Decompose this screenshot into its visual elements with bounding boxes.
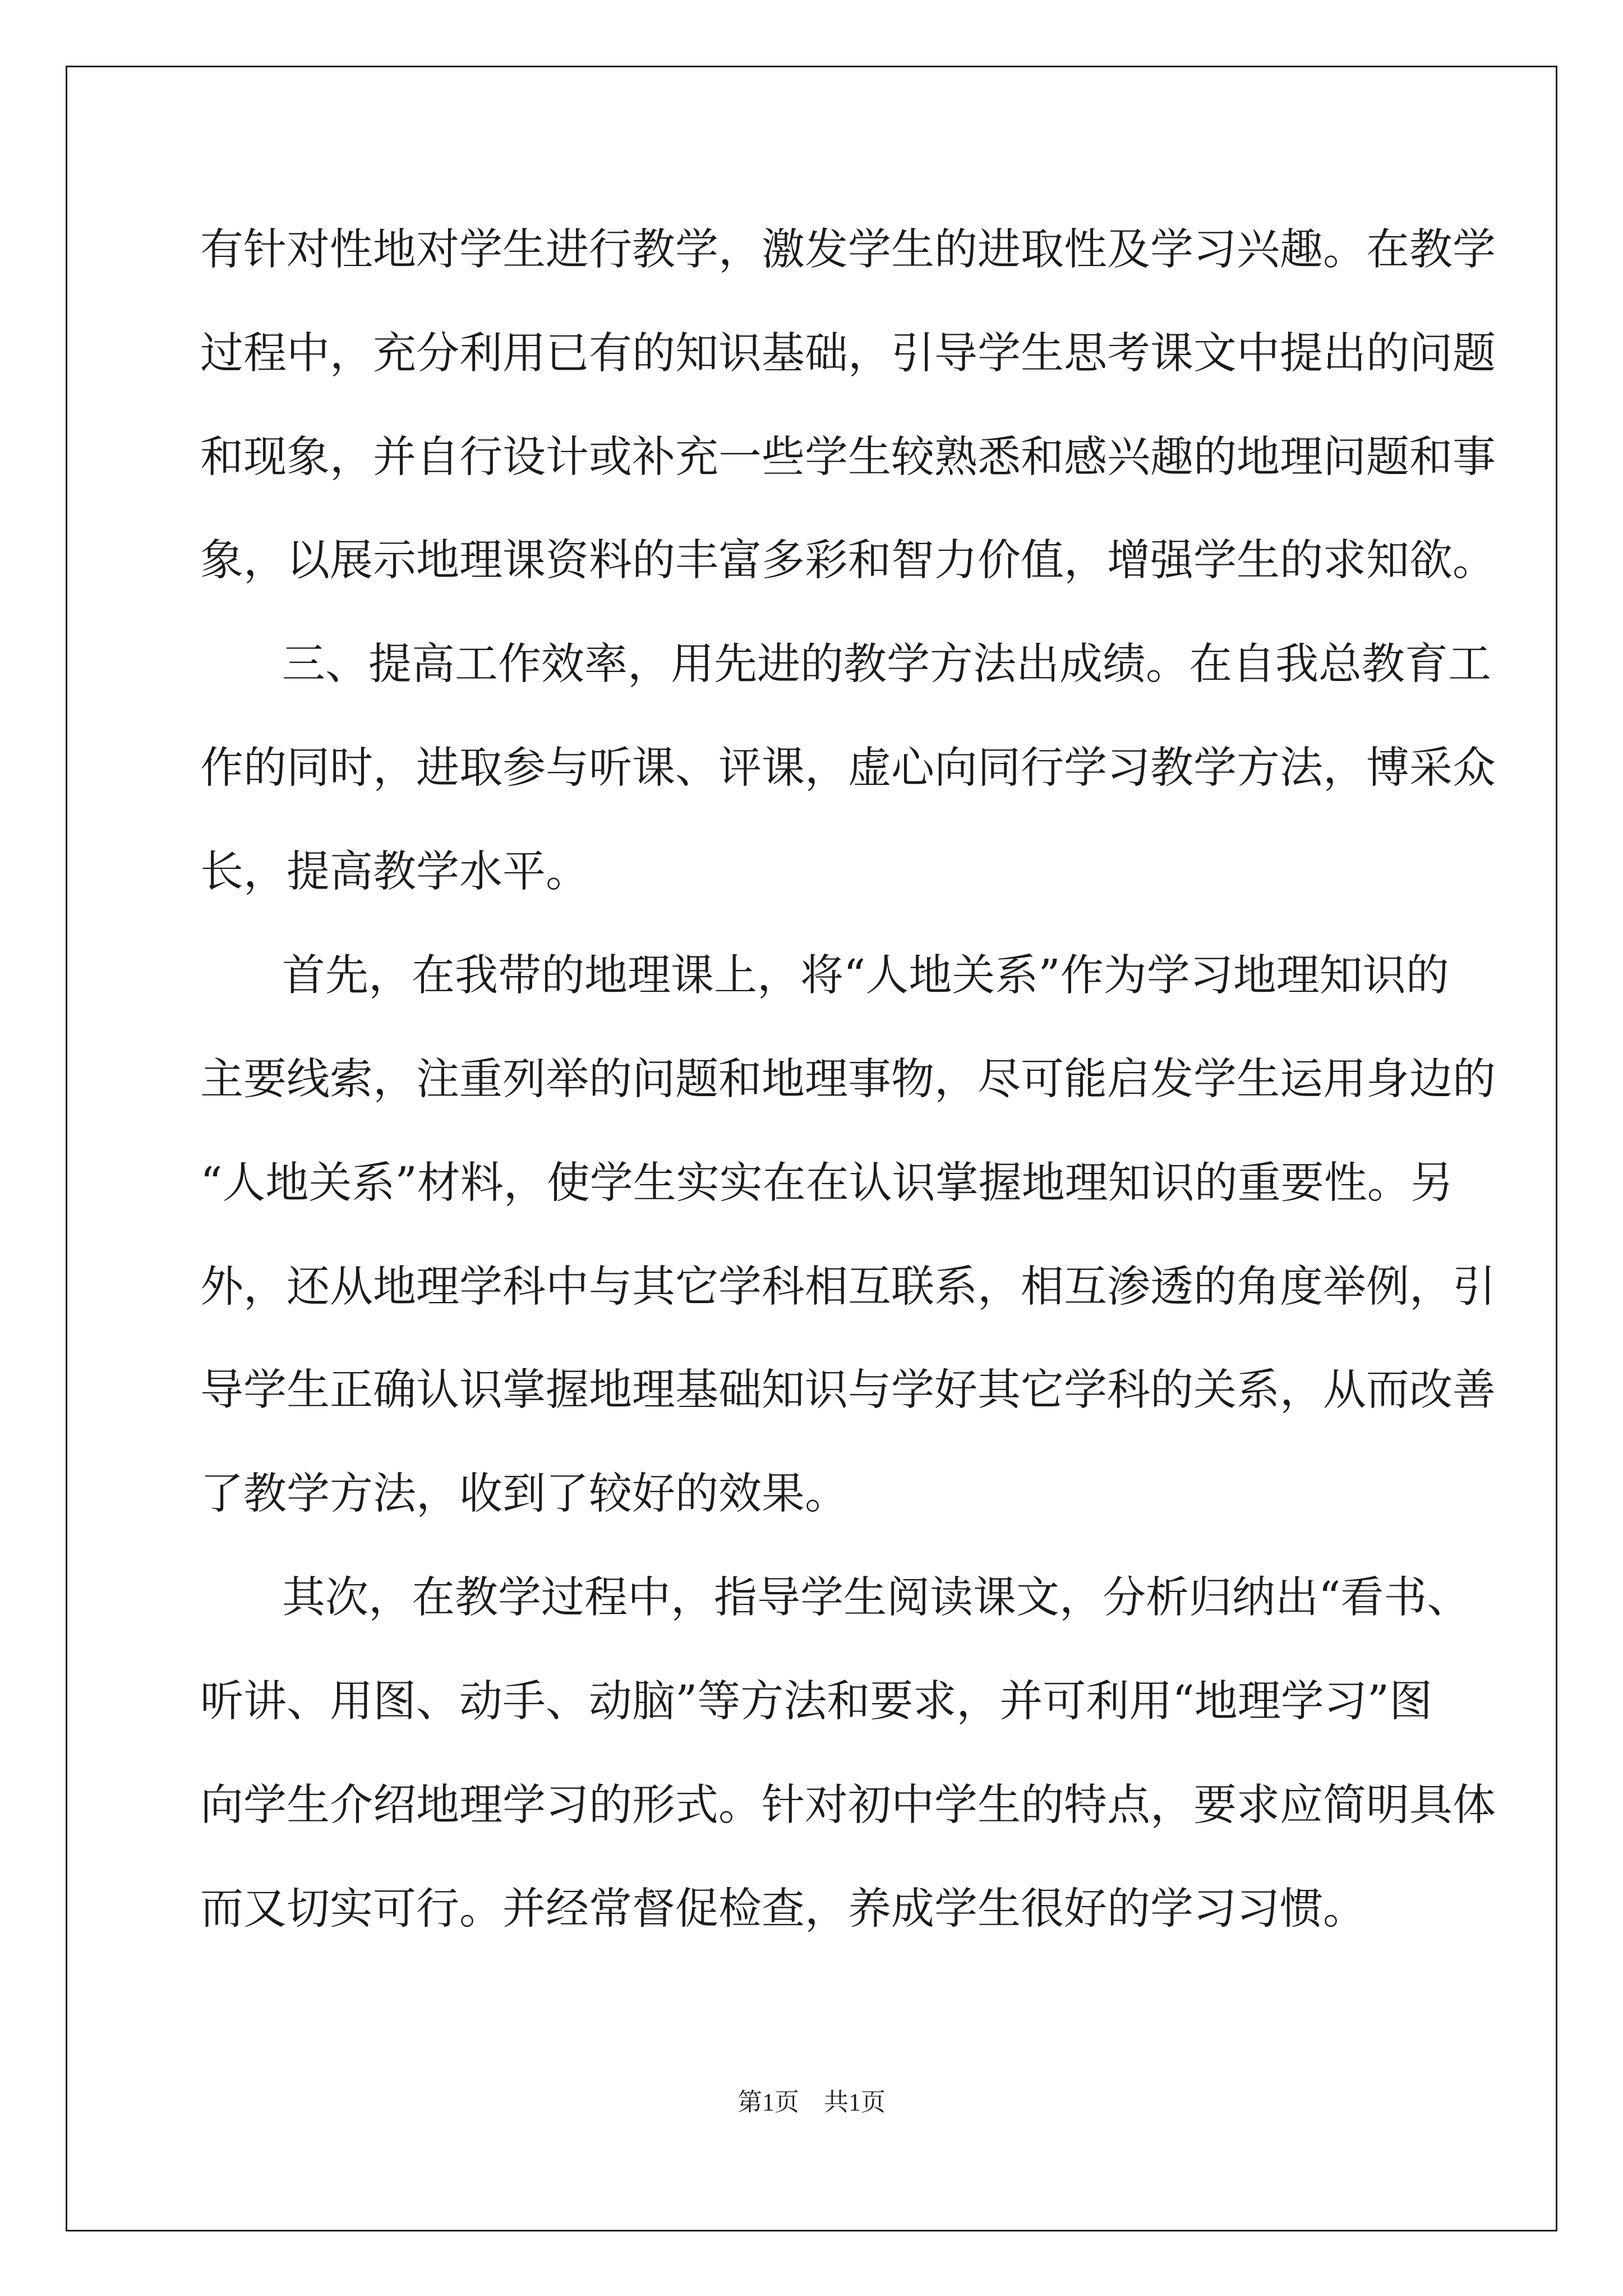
- text-line: 作的同时，进取参与听课、评课，虚心向同行学习教学方法，博采众: [200, 743, 1496, 793]
- text-line: “人地关系”材料，使学生实实在在认识掌握地理知识的重要性。另: [200, 1158, 1454, 1208]
- text-line: 主要线索，注重列举的问题和地理事物，尽可能启发学生运用身边的: [200, 1055, 1496, 1105]
- text-line: 外，还从地理学科中与其它学科相互联系，相互渗透的角度举例，引: [200, 1262, 1496, 1312]
- text-line: 而又切实可行。并经常督促检查，养成学生很好的学习习惯。: [200, 1884, 1366, 1934]
- text-line: 象，以展示地理课资料的丰富多彩和智力价值，增强学生的求知欲。: [200, 536, 1496, 586]
- text-line: 和现象，并自行设计或补充一些学生较熟悉和感兴趣的地理问题和事: [200, 432, 1496, 482]
- page-number-footer: 第1页 共1页: [737, 2088, 886, 2116]
- text-line: 长，提高教学水平。: [200, 847, 589, 897]
- text-line: 首先，在我带的地理课上，将“人地关系”作为学习地理知识的: [282, 951, 1449, 1001]
- text-line: 导学生正确认识掌握地理基础知识与学好其它学科的关系，从而改善: [200, 1365, 1496, 1415]
- text-line: 有针对性地对学生进行教学，激发学生的进取性及学习兴趣。在教学: [200, 225, 1496, 275]
- text-line: 听讲、用图、动手、动脑”等方法和要求，并可利用“地理学习”图: [200, 1677, 1433, 1727]
- text-line: 三、提高工作效率，用先进的教学方法出成绩。在自我总教育工: [282, 639, 1491, 689]
- text-line: 向学生介绍地理学习的形式。针对初中学生的特点，要求应简明具体: [200, 1780, 1496, 1830]
- text-line: 过程中，充分利用已有的知识基础，引导学生思考课文中提出的问题: [200, 329, 1496, 379]
- text-line: 了教学方法，收到了较好的效果。: [200, 1469, 848, 1519]
- text-line: 其次，在教学过程中，指导学生阅读课文，分析归纳出“看书、: [282, 1573, 1470, 1623]
